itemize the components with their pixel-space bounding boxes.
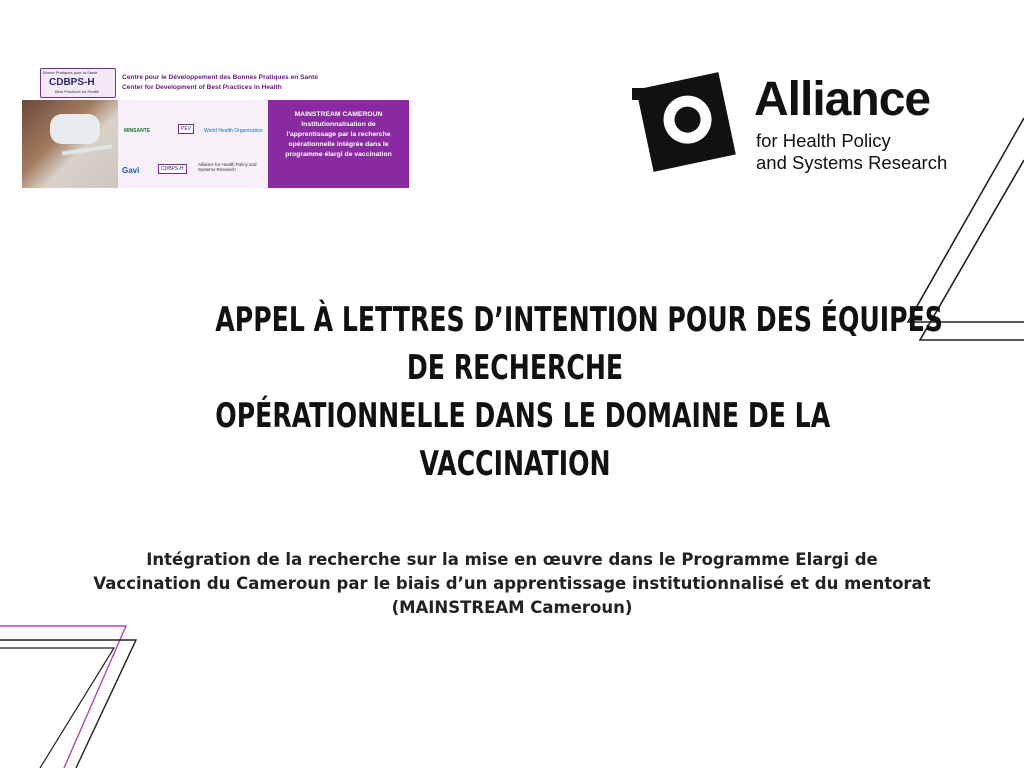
cdbps-logo-top: Bonne Pratiques pour la Santé [43,70,98,75]
banner-project-text [268,110,409,160]
banner-title-fr: Centre pour le Développement des Bonnes Pratiques en Santé [122,74,319,81]
banner-project-line: programme élargi de vaccination [285,151,392,158]
project-banner [22,62,409,188]
partner-logo-cdbps: CDBPS-H [158,164,187,174]
alliance-subtitle-line: and Systems Research [756,152,948,173]
page-subtitle [90,548,934,620]
partner-logo-alliance: Alliance for Health Policy and Systems Research [198,162,257,172]
banner-title-en: Center for Development of Best Practices in Health [122,84,282,91]
alliance-name: Alliance [754,73,931,126]
banner-project-line: Institutionnalisation de [301,121,376,128]
banner-header [22,62,409,100]
title-line: OPÉRATIONNELLE DANS LE DOMAINE DE LA [215,396,831,436]
banner-project-line: opérationnelle intégrée dans le [288,141,389,148]
partner-logo-minsante: MINSANTE [124,128,151,134]
title-line: APPEL À LETTRES D’INTENTION POUR DES ÉQUIPES [215,300,943,340]
glove-shape [50,114,100,144]
subtitle-line: (MAINSTREAM Cameroun) [391,598,633,617]
cdbps-logo [40,68,116,98]
banner-titles [122,73,318,93]
page-title [215,296,943,488]
banner-project-line: MAINSTREAM CAMEROUN [294,111,383,118]
subtitle-line: Intégration de la recherche sur la mise en œuvre dans le Programme Elargi de [146,550,878,569]
partner-logo-who: World Health Organization [204,128,263,134]
syringe-shape [62,145,112,156]
banner-strip [22,100,409,188]
cdbps-logo-acronym: CDBPS-H [49,77,95,88]
banner-project-line: l'apprentissage par la recherche [286,131,391,138]
alliance-subtitle-line: for Health Policy [756,130,891,151]
partner-logo-gavi: Gavi [122,166,140,175]
partner-logo-pev: PEV [178,124,194,134]
title-line: DE RECHERCHE [406,348,624,388]
vaccination-photo [22,100,118,188]
title-line: VACCINATION [419,444,611,484]
subtitle-line: Vaccination du Cameroun par le biais d’un apprentissage institutionnalisé et du mentorat [93,574,931,593]
alliance-subtitle [756,130,947,174]
partner-logos [118,100,268,188]
alliance-logo-icon [630,68,742,176]
cdbps-logo-bottom: Best Practices for Health [55,89,100,94]
